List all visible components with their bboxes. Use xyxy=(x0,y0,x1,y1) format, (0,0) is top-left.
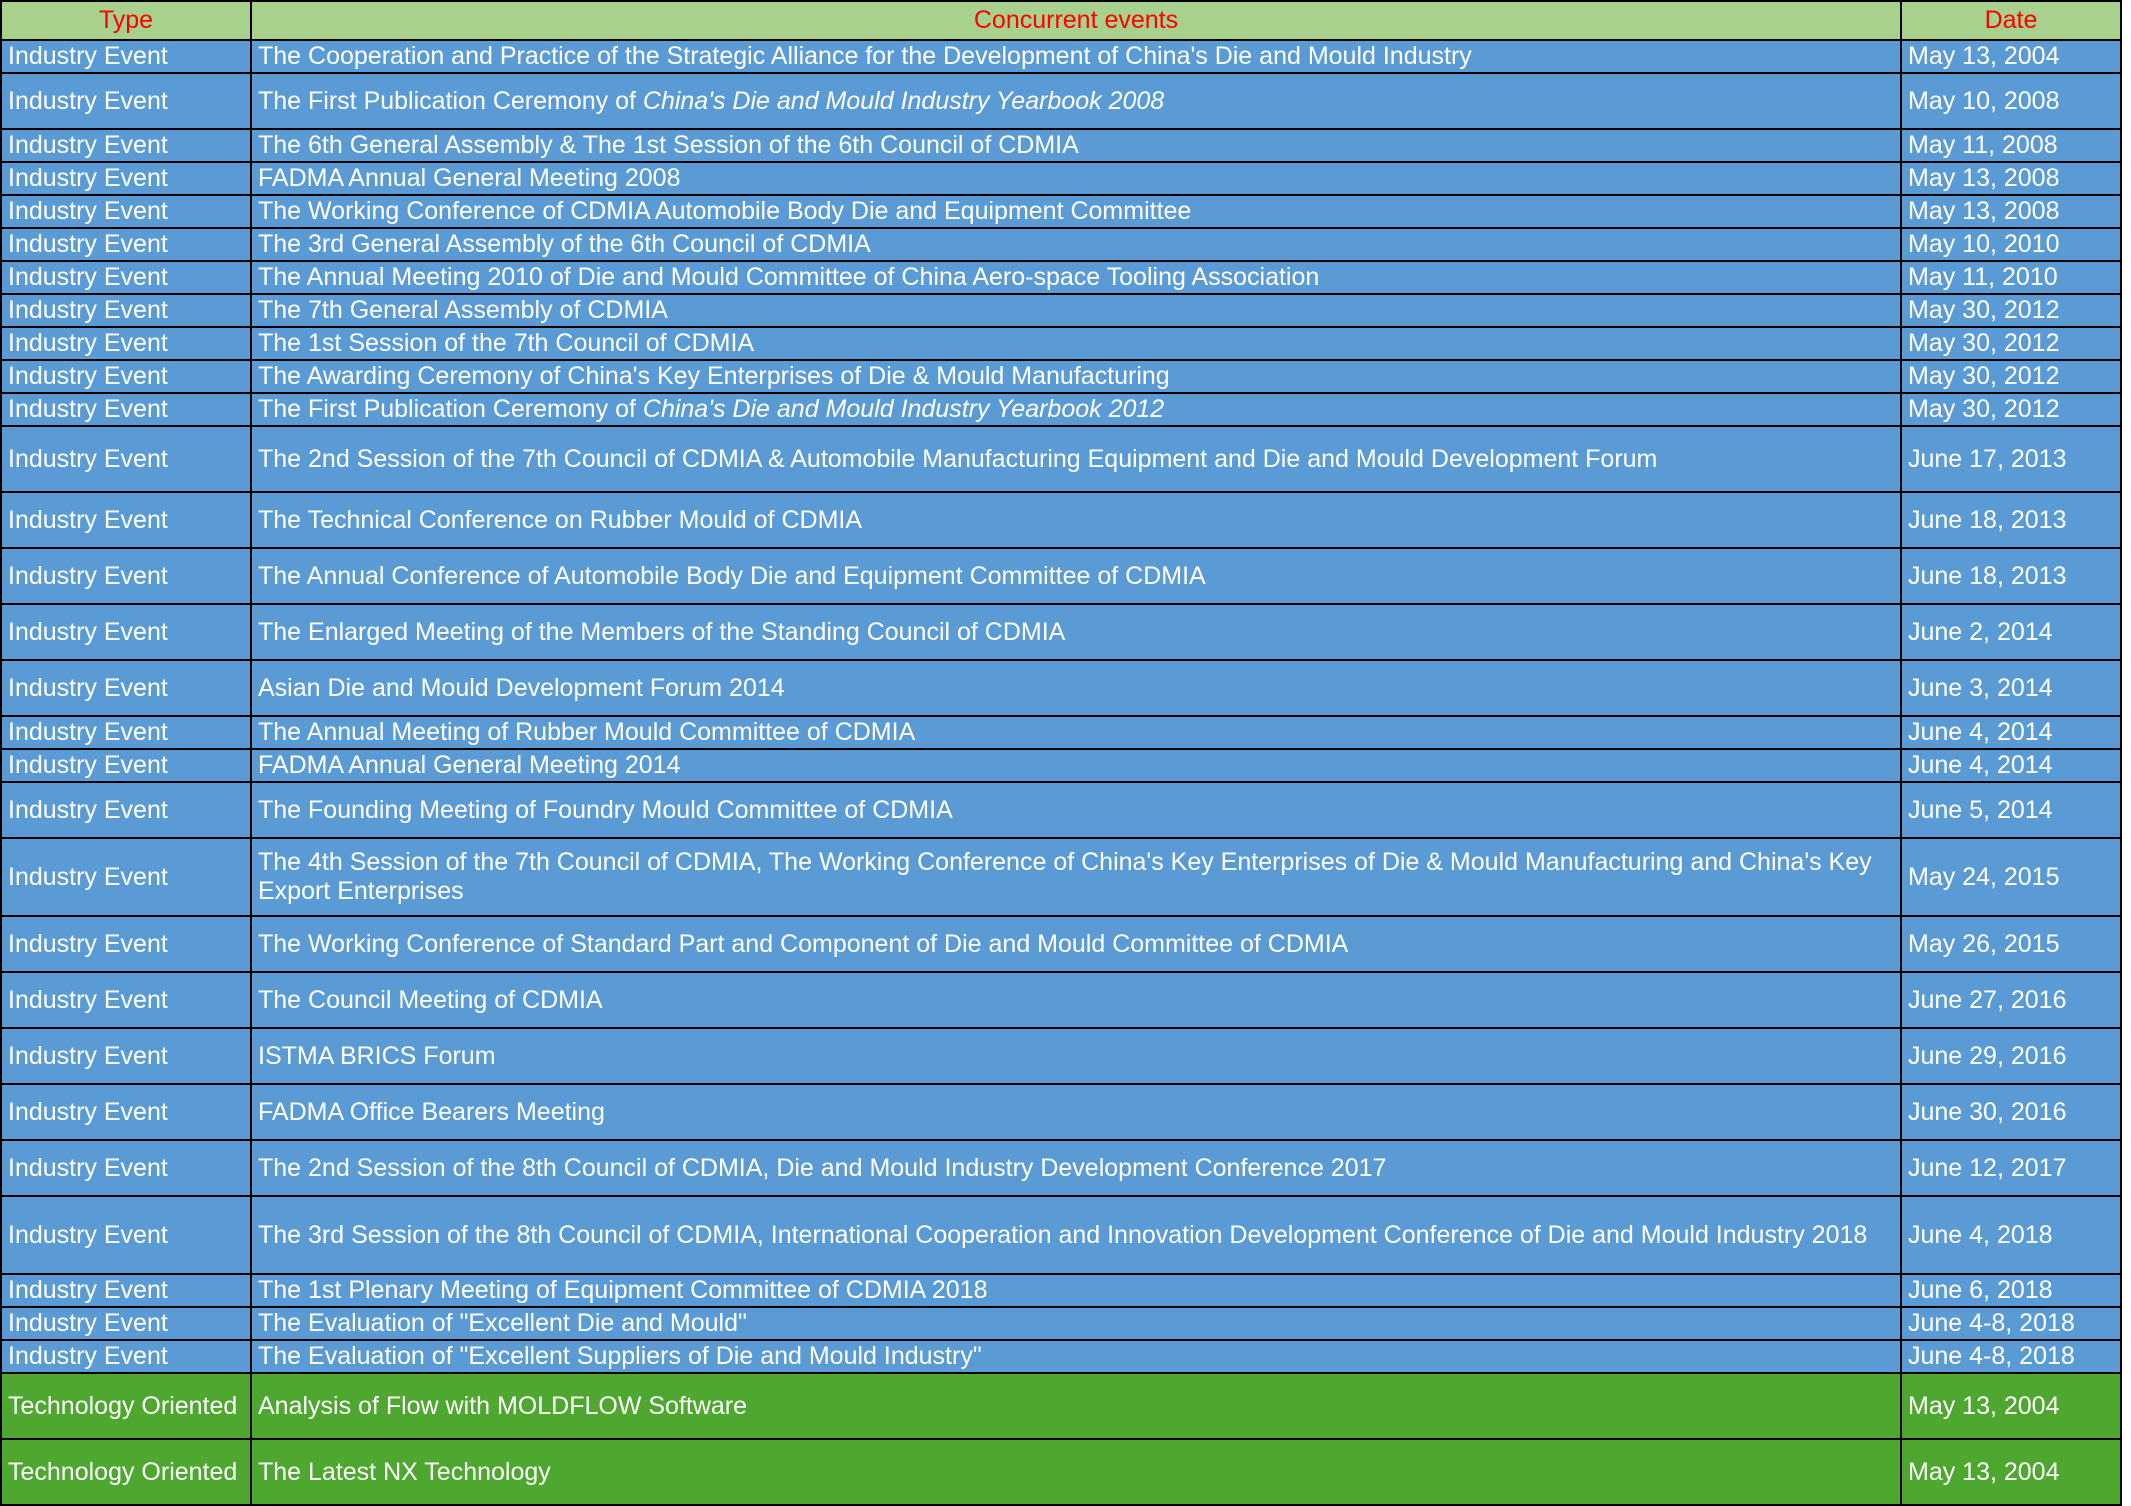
cell-date: May 13, 2004 xyxy=(1901,1373,2121,1439)
cell-type: Industry Event xyxy=(1,129,251,162)
cell-event xyxy=(251,1196,1901,1274)
cell-event xyxy=(251,548,1901,604)
cell-date: June 4, 2014 xyxy=(1901,749,2121,782)
table-row xyxy=(1,492,2121,548)
cell-event xyxy=(251,972,1901,1028)
cell-type: Industry Event xyxy=(1,294,251,327)
cell-date: June 2, 2014 xyxy=(1901,604,2121,660)
event-text: The 7th General Assembly of CDMIA xyxy=(258,296,668,324)
event-text: The First Publication Ceremony of xyxy=(258,395,643,423)
cell-event xyxy=(251,660,1901,716)
cell-date: May 13, 2004 xyxy=(1901,1439,2121,1505)
cell-event xyxy=(251,426,1901,492)
cell-event xyxy=(251,916,1901,972)
table-row xyxy=(1,660,2121,716)
cell-event xyxy=(251,73,1901,129)
cell-type: Industry Event xyxy=(1,73,251,129)
cell-type: Industry Event xyxy=(1,1274,251,1307)
column-header-type: Type xyxy=(1,1,251,40)
cell-type: Industry Event xyxy=(1,660,251,716)
table-row xyxy=(1,393,2121,426)
cell-type: Technology Oriented xyxy=(1,1373,251,1439)
cell-event xyxy=(251,1439,1901,1505)
cell-type: Industry Event xyxy=(1,604,251,660)
cell-event xyxy=(251,195,1901,228)
cell-date: June 18, 2013 xyxy=(1901,492,2121,548)
table-body xyxy=(1,40,2121,1505)
event-text: The Technical Conference on Rubber Mould of CDMIA xyxy=(258,505,863,534)
cell-type: Industry Event xyxy=(1,40,251,73)
cell-type: Industry Event xyxy=(1,195,251,228)
cell-date: May 30, 2012 xyxy=(1901,327,2121,360)
event-text: The 6th General Assembly & The 1st Session of the 6th Council of CDMIA xyxy=(258,131,1079,159)
event-text: FADMA Annual General Meeting 2008 xyxy=(258,164,681,192)
cell-date: May 30, 2012 xyxy=(1901,360,2121,393)
cell-type: Industry Event xyxy=(1,261,251,294)
cell-date: May 30, 2012 xyxy=(1901,294,2121,327)
cell-date: June 29, 2016 xyxy=(1901,1028,2121,1084)
cell-type: Industry Event xyxy=(1,1140,251,1196)
cell-event xyxy=(251,294,1901,327)
event-text: The Cooperation and Practice of the Strategic Alliance for the Development of China's Die and Mould Industry xyxy=(258,42,1472,70)
event-text: The 4th Session of the 7th Council of CDMIA, The Working Conference of China's Key Enterprises of Die & Mould Manufacturing and China's Key Export Enterprises xyxy=(258,848,1872,905)
table-row xyxy=(1,1340,2121,1373)
table-row xyxy=(1,1028,2121,1084)
cell-type: Industry Event xyxy=(1,1307,251,1340)
event-title-italic: China's Die and Mould Industry Yearbook 2012 xyxy=(642,395,1165,423)
cell-type: Industry Event xyxy=(1,838,251,916)
column-header-date: Date xyxy=(1901,1,2121,40)
cell-date: May 24, 2015 xyxy=(1901,838,2121,916)
cell-type: Industry Event xyxy=(1,1196,251,1274)
cell-event xyxy=(251,749,1901,782)
cell-event xyxy=(251,1340,1901,1373)
cell-type: Technology Oriented xyxy=(1,1439,251,1505)
table-row xyxy=(1,195,2121,228)
cell-date: May 10, 2008 xyxy=(1901,73,2121,129)
event-text: The 1st Plenary Meeting of Equipment Committee of CDMIA 2018 xyxy=(258,1276,988,1304)
cell-event xyxy=(251,327,1901,360)
cell-date: June 30, 2016 xyxy=(1901,1084,2121,1140)
event-text: The Annual Conference of Automobile Body Die and Equipment Committee of CDMIA xyxy=(258,561,1206,590)
cell-event xyxy=(251,1307,1901,1340)
cell-date: May 11, 2010 xyxy=(1901,261,2121,294)
cell-date: June 4-8, 2018 xyxy=(1901,1307,2121,1340)
cell-event xyxy=(251,782,1901,838)
event-text: Asian Die and Mould Development Forum 2014 xyxy=(258,673,785,702)
cell-type: Industry Event xyxy=(1,360,251,393)
cell-event xyxy=(251,604,1901,660)
cell-date: June 3, 2014 xyxy=(1901,660,2121,716)
event-text: The Annual Meeting of Rubber Mould Committee of CDMIA xyxy=(258,718,916,746)
cell-type: Industry Event xyxy=(1,1028,251,1084)
table-row xyxy=(1,548,2121,604)
cell-event xyxy=(251,228,1901,261)
table-row xyxy=(1,1439,2121,1505)
event-text: FADMA Office Bearers Meeting xyxy=(258,1097,605,1126)
cell-event xyxy=(251,1274,1901,1307)
cell-date: June 27, 2016 xyxy=(1901,972,2121,1028)
cell-event xyxy=(251,838,1901,916)
column-header-event: Concurrent events xyxy=(251,1,1901,40)
event-text: ISTMA BRICS Forum xyxy=(258,1041,496,1070)
cell-date: June 6, 2018 xyxy=(1901,1274,2121,1307)
cell-date: May 10, 2010 xyxy=(1901,228,2121,261)
cell-type: Industry Event xyxy=(1,228,251,261)
cell-type: Industry Event xyxy=(1,782,251,838)
cell-date: May 13, 2004 xyxy=(1901,40,2121,73)
cell-event xyxy=(251,716,1901,749)
event-text: The Latest NX Technology xyxy=(258,1457,551,1486)
table-row xyxy=(1,360,2121,393)
table-row xyxy=(1,261,2121,294)
cell-event xyxy=(251,360,1901,393)
cell-date: May 26, 2015 xyxy=(1901,916,2121,972)
event-text: The Working Conference of Standard Part and Component of Die and Mould Committee of CDMIA xyxy=(258,929,1349,958)
table-row xyxy=(1,1274,2121,1307)
table-row xyxy=(1,1084,2121,1140)
cell-event xyxy=(251,393,1901,426)
cell-date: May 13, 2008 xyxy=(1901,195,2121,228)
cell-date: June 5, 2014 xyxy=(1901,782,2121,838)
cell-type: Industry Event xyxy=(1,548,251,604)
cell-type: Industry Event xyxy=(1,426,251,492)
event-text: The Awarding Ceremony of China's Key Enterprises of Die & Mould Manufacturing xyxy=(258,362,1170,390)
cell-event xyxy=(251,492,1901,548)
cell-type: Industry Event xyxy=(1,1084,251,1140)
event-text: FADMA Annual General Meeting 2014 xyxy=(258,751,681,779)
table-row xyxy=(1,1140,2121,1196)
event-text: Analysis of Flow with MOLDFLOW Software xyxy=(258,1391,748,1420)
cell-event xyxy=(251,1028,1901,1084)
table-header xyxy=(1,1,2121,40)
table-row xyxy=(1,1307,2121,1340)
cell-event xyxy=(251,1140,1901,1196)
table-row xyxy=(1,40,2121,73)
header-row xyxy=(1,1,2121,40)
cell-date: June 17, 2013 xyxy=(1901,426,2121,492)
cell-event xyxy=(251,162,1901,195)
event-text: The Founding Meeting of Foundry Mould Committee of CDMIA xyxy=(258,795,953,824)
table-row xyxy=(1,1373,2121,1439)
cell-type: Industry Event xyxy=(1,972,251,1028)
cell-type: Industry Event xyxy=(1,327,251,360)
cell-type: Industry Event xyxy=(1,393,251,426)
event-title-italic: China's Die and Mould Industry Yearbook 2008 xyxy=(642,86,1165,115)
cell-event xyxy=(251,1373,1901,1439)
cell-date: June 4, 2018 xyxy=(1901,1196,2121,1274)
table-row xyxy=(1,782,2121,838)
table-row xyxy=(1,749,2121,782)
cell-type: Industry Event xyxy=(1,916,251,972)
table-row xyxy=(1,327,2121,360)
event-text: The Council Meeting of CDMIA xyxy=(258,985,603,1014)
table-row xyxy=(1,604,2121,660)
event-text: The Annual Meeting 2010 of Die and Mould Committee of China Aero-space Tooling Association xyxy=(258,263,1320,291)
table-row xyxy=(1,73,2121,129)
event-text: The Evaluation of "Excellent Suppliers of Die and Mould Industry" xyxy=(258,1342,982,1370)
table-row xyxy=(1,916,2121,972)
event-text: The Enlarged Meeting of the Members of the Standing Council of CDMIA xyxy=(258,617,1066,646)
event-text: The 3rd Session of the 8th Council of CDMIA, International Cooperation and Innovation Development Conference of Die and Mould Industry 2018 xyxy=(258,1220,1868,1249)
cell-type: Industry Event xyxy=(1,162,251,195)
event-text: The Evaluation of "Excellent Die and Mould" xyxy=(258,1309,747,1337)
table-row xyxy=(1,972,2121,1028)
table-row xyxy=(1,162,2121,195)
cell-type: Industry Event xyxy=(1,749,251,782)
cell-date: June 18, 2013 xyxy=(1901,548,2121,604)
event-text: The 2nd Session of the 7th Council of CDMIA & Automobile Manufacturing Equipment and Die and Mould Development Forum xyxy=(258,444,1658,473)
table-row xyxy=(1,426,2121,492)
table-row xyxy=(1,838,2121,916)
table-row xyxy=(1,716,2121,749)
event-text: The Working Conference of CDMIA Automobile Body Die and Equipment Committee xyxy=(258,197,1192,225)
cell-date: June 4, 2014 xyxy=(1901,716,2121,749)
table-row xyxy=(1,228,2121,261)
cell-type: Industry Event xyxy=(1,716,251,749)
table-row xyxy=(1,1196,2121,1274)
table-row xyxy=(1,129,2121,162)
event-text: The 2nd Session of the 8th Council of CDMIA, Die and Mould Industry Development Conference 2017 xyxy=(258,1153,1387,1182)
cell-event xyxy=(251,129,1901,162)
table-row xyxy=(1,294,2121,327)
cell-event xyxy=(251,1084,1901,1140)
event-text: The 1st Session of the 7th Council of CDMIA xyxy=(258,329,755,357)
event-text: The 3rd General Assembly of the 6th Council of CDMIA xyxy=(258,230,871,258)
cell-date: June 12, 2017 xyxy=(1901,1140,2121,1196)
cell-event xyxy=(251,40,1901,73)
cell-type: Industry Event xyxy=(1,1340,251,1373)
cell-date: May 30, 2012 xyxy=(1901,393,2121,426)
cell-date: June 4-8, 2018 xyxy=(1901,1340,2121,1373)
cell-date: May 13, 2008 xyxy=(1901,162,2121,195)
cell-type: Industry Event xyxy=(1,492,251,548)
cell-date: May 11, 2008 xyxy=(1901,129,2121,162)
cell-event xyxy=(251,261,1901,294)
event-text: The First Publication Ceremony of xyxy=(258,86,643,115)
